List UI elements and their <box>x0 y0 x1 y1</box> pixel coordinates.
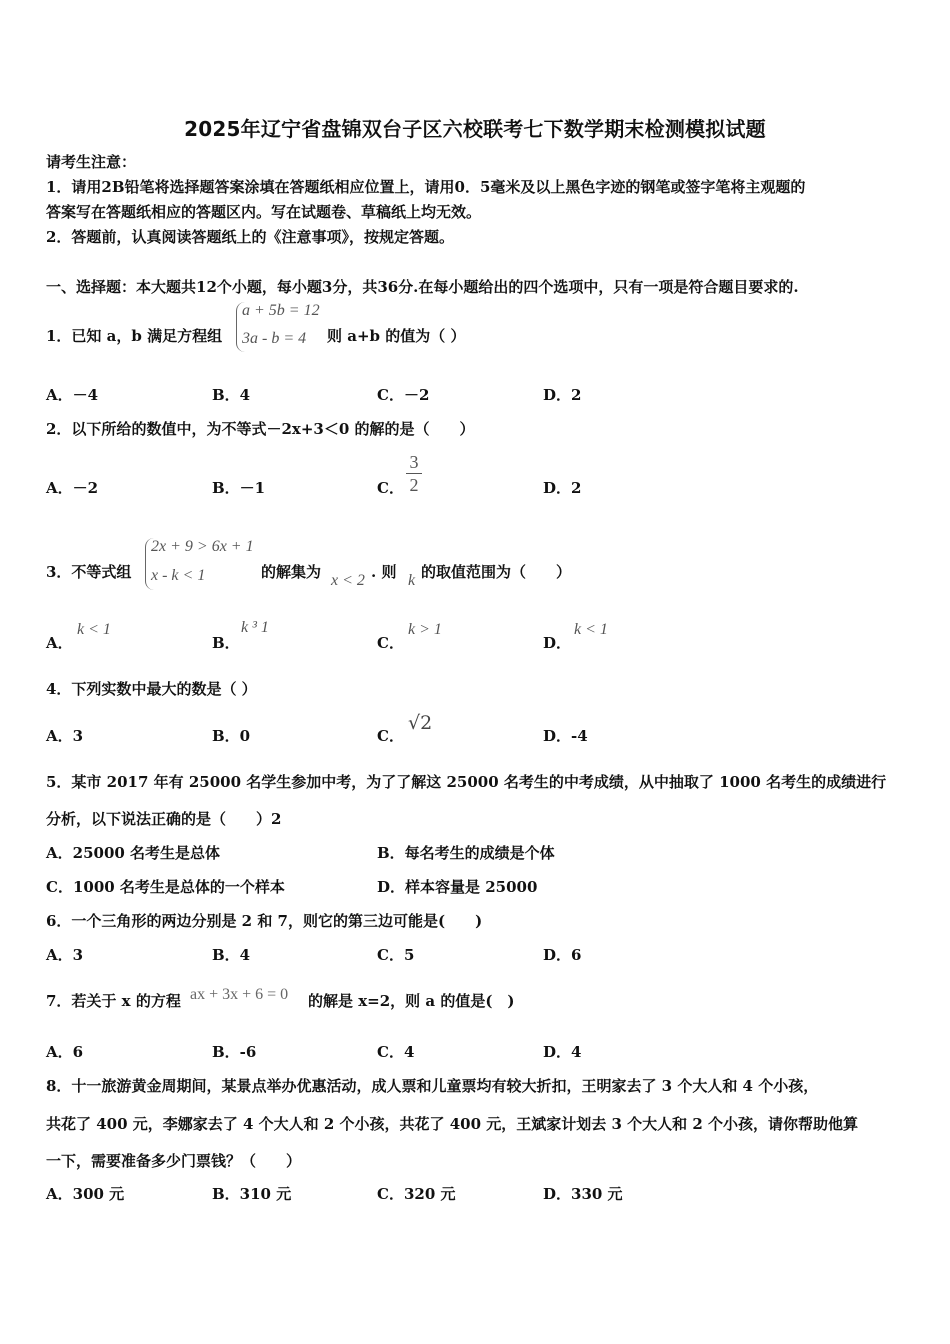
q1-stem-prefix: 1．已知 a，b 满足方程组 <box>46 327 223 345</box>
q2-option-c: C． <box>377 479 404 497</box>
q7-stem-suffix: 的解是 x=2，则 a 的值是( ) <box>308 992 515 1010</box>
q8-option-c: C．320 元 <box>377 1185 456 1203</box>
q5-option-a: A．25000 名考生是总体 <box>46 844 221 862</box>
q8-option-a: A．300 元 <box>46 1185 125 1203</box>
q5-stem-line-2: 分析，以下说法正确的是（ ）2 <box>46 810 282 828</box>
q3-stem-suffix: 的取值范围为（ ） <box>421 563 572 581</box>
q6-option-c: C．5 <box>377 946 415 964</box>
q3-stem-mid: 的解集为 <box>261 563 322 581</box>
q5-option-d: D．样本容量是 25000 <box>377 878 538 896</box>
q3-option-c: C． <box>377 634 404 652</box>
q3-option-a-math: k < 1 <box>77 621 111 638</box>
q5-option-c: C．1000 名考生是总体的一个样本 <box>46 878 285 896</box>
notice-heading: 请考生注意： <box>46 153 137 171</box>
q1-equation-1: a + 5b = 12 <box>242 302 320 319</box>
q3-stem-prefix: 3．不等式组 <box>46 563 132 581</box>
q2-option-d: D．2 <box>543 479 582 497</box>
q7-stem-prefix: 7．若关于 x 的方程 <box>46 992 181 1010</box>
q8-stem-line-1: 8．十一旅游黄金周期间，某景点举办优惠活动，成人票和儿童票均有较大折扣，王明家去了 3 个大人和 4 个小孩， <box>46 1077 819 1095</box>
notice-line-1: 1．请用2B铅笔将选择题答案涂填在答题纸相应位置上，请用0．5毫米及以上黑色字迹的钢笔或签字笔将主观题的 <box>46 178 806 196</box>
q1-option-c: C．－2 <box>377 386 430 404</box>
notice-line-2: 2．答题前，认真阅读答题纸上的《注意事项》，按规定答题。 <box>46 228 454 246</box>
q4-option-a: A．3 <box>46 727 84 745</box>
q3-option-d-math: k < 1 <box>574 621 608 638</box>
q3-option-d: D． <box>543 634 572 652</box>
notice-line-1b: 答案写在答题纸相应的答题区内。写在试题卷、草稿纸上均无效。 <box>46 203 482 221</box>
q7-option-a: A．6 <box>46 1043 84 1061</box>
q3-option-a: A． <box>46 634 73 652</box>
q2-option-b: B．－1 <box>212 479 266 497</box>
q8-stem-line-2: 共花了 400 元，李娜家去了 4 个大人和 2 个小孩，共花了 400 元，王斌家计划去 3 个大人和 2 个小孩，请你帮助他算 <box>46 1115 859 1133</box>
q4-option-b: B．0 <box>212 727 251 745</box>
q6-option-d: D．6 <box>543 946 582 964</box>
q3-equation-1: 2x + 9 > 6x + 1 <box>151 538 254 555</box>
q3-option-c-math: k > 1 <box>408 621 442 638</box>
q5-stem-line-1: 5．某市 2017 年有 25000 名学生参加中考，为了了解这 25000 名考生的中考成绩，从中抽取了 1000 名考生的成绩进行 <box>46 773 887 791</box>
q2-option-c-fraction: 3 2 <box>406 452 422 495</box>
q3-equation-2: x - k < 1 <box>151 567 206 584</box>
q4-option-c-math: √2 <box>408 712 433 734</box>
q3-stem-mid2: . 则 <box>371 563 397 581</box>
q1-option-a: A．－4 <box>46 386 99 404</box>
q1-equation-2: 3a - b = 4 <box>242 330 307 347</box>
q4-option-d: D．-4 <box>543 727 588 745</box>
page-title: 2025年辽宁省盘锦双台子区六校联考七下数学期末检测模拟试题 <box>184 117 766 141</box>
q6-option-a: A．3 <box>46 946 84 964</box>
q6-option-b: B．4 <box>212 946 251 964</box>
q3-option-b: B． <box>212 634 240 652</box>
q8-stem-line-3: 一下，需要准备多少门票钱？（ ） <box>46 1152 302 1170</box>
q8-option-b: B．310 元 <box>212 1185 292 1203</box>
q4-option-c: C． <box>377 727 404 745</box>
q7-option-d: D．4 <box>543 1043 582 1061</box>
q2-option-a: A．－2 <box>46 479 99 497</box>
q3-option-b-math: k ³ 1 <box>241 619 269 636</box>
q3-k-symbol: k <box>408 572 416 589</box>
q1-stem-suffix: 则 a+b 的值为（ ） <box>327 327 466 345</box>
q1-option-b: B．4 <box>212 386 251 404</box>
q8-option-d: D．330 元 <box>543 1185 623 1203</box>
q2-stem: 2．以下所给的数值中，为不等式－2x+3＜0 的解的是（ ） <box>46 420 475 438</box>
q7-equation: ax + 3x + 6 = 0 <box>190 986 289 1003</box>
q1-option-d: D．2 <box>543 386 582 404</box>
q6-stem: 6．一个三角形的两边分别是 2 和 7，则它的第三边可能是( ) <box>46 912 483 930</box>
q7-option-c: C．4 <box>377 1043 415 1061</box>
q3-solution-set: x < 2 <box>331 572 365 589</box>
section-heading: 一、选择题：本大题共12个小题，每小题3分，共36分.在每小题给出的四个选项中，只有一项是符合题目要求的. <box>46 278 799 296</box>
q4-stem: 4．下列实数中最大的数是（ ） <box>46 680 257 698</box>
q5-option-b: B．每名考生的成绩是个体 <box>377 844 555 862</box>
q7-option-b: B．-6 <box>212 1043 257 1061</box>
